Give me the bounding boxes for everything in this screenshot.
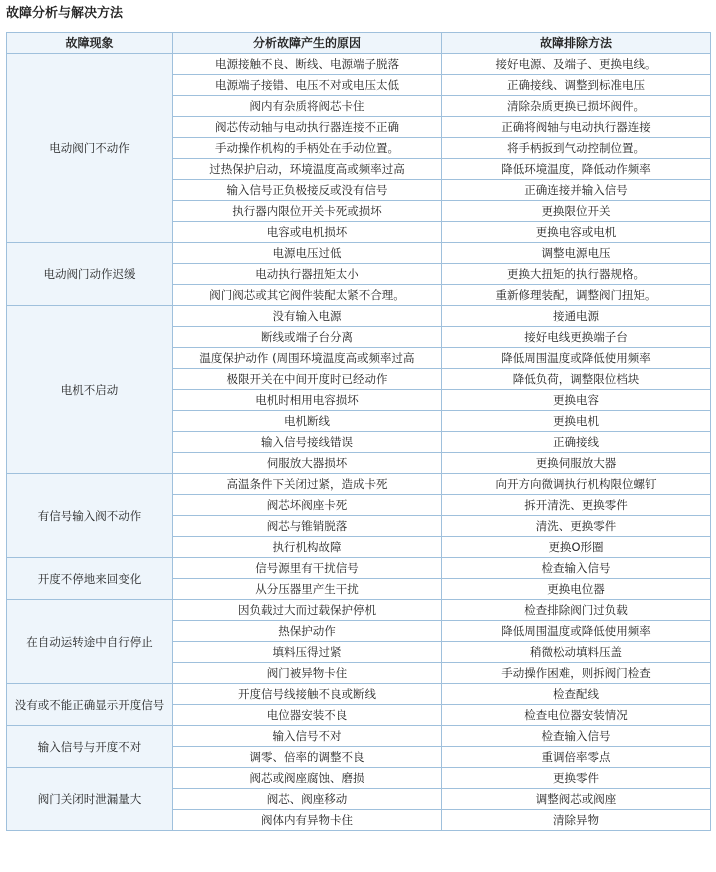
fault-solution-cell: 向开方向微调执行机构限位螺钉 <box>442 474 711 495</box>
header-phenomenon: 故障现象 <box>7 33 173 54</box>
fault-cause-cell: 输入信号不对 <box>173 726 442 747</box>
fault-cause-cell: 因负载过大而过载保护停机 <box>173 600 442 621</box>
fault-phenomenon-cell: 电机不启动 <box>7 306 173 474</box>
fault-solution-cell: 手动操作困难，则拆阀门检查 <box>442 663 711 684</box>
fault-solution-cell: 接好电源、及端子、更换电线。 <box>442 54 711 75</box>
fault-solution-cell: 稍微松动填料压盖 <box>442 642 711 663</box>
fault-solution-cell: 更换电容 <box>442 390 711 411</box>
header-cause: 分析故障产生的原因 <box>173 33 442 54</box>
fault-cause-cell: 阀芯与锥销脱落 <box>173 516 442 537</box>
fault-cause-cell: 极限开关在中间开度时已经动作 <box>173 369 442 390</box>
fault-cause-cell: 调零、倍率的调整不良 <box>173 747 442 768</box>
fault-solution-cell: 更换O形圈 <box>442 537 711 558</box>
fault-solution-cell: 正确接线 <box>442 432 711 453</box>
fault-solution-cell: 接好电线更换端子台 <box>442 327 711 348</box>
fault-solution-cell: 更换伺服放大器 <box>442 453 711 474</box>
fault-cause-cell: 信号源里有干扰信号 <box>173 558 442 579</box>
fault-solution-cell: 更换电机 <box>442 411 711 432</box>
fault-solution-cell: 将手柄扳到气动控制位置。 <box>442 138 711 159</box>
fault-cause-cell: 阀内有杂质将阀芯卡住 <box>173 96 442 117</box>
fault-solution-cell: 更换大扭矩的执行器规格。 <box>442 264 711 285</box>
fault-cause-cell: 阀门阀芯或其它阀件装配太紧不合理。 <box>173 285 442 306</box>
fault-solution-cell: 检查输入信号 <box>442 726 711 747</box>
fault-solution-cell: 正确连接并输入信号 <box>442 180 711 201</box>
fault-cause-cell: 电位器安装不良 <box>173 705 442 726</box>
table-row <box>7 306 711 327</box>
fault-solution-cell: 降低环境温度，降低动作频率 <box>442 159 711 180</box>
fault-solution-cell: 检查输入信号 <box>442 558 711 579</box>
fault-cause-cell: 输入信号接线错误 <box>173 432 442 453</box>
fault-solution-cell: 降低负荷，调整限位档块 <box>442 369 711 390</box>
header-row <box>7 33 711 54</box>
table-row <box>7 474 711 495</box>
table-row <box>7 558 711 579</box>
fault-solution-cell: 拆开清洗、更换零件 <box>442 495 711 516</box>
fault-cause-cell: 过热保护启动，环境温度高或频率过高 <box>173 159 442 180</box>
fault-solution-cell: 重新修理装配，调整阀门扭矩。 <box>442 285 711 306</box>
fault-solution-cell: 更换限位开关 <box>442 201 711 222</box>
fault-cause-cell: 阀芯或阀座腐蚀、磨损 <box>173 768 442 789</box>
table-row <box>7 243 711 264</box>
fault-solution-cell: 更换电容或电机 <box>442 222 711 243</box>
fault-cause-cell: 电机时相用电容损坏 <box>173 390 442 411</box>
fault-cause-cell: 阀体内有异物卡住 <box>173 810 442 831</box>
fault-cause-cell: 手动操作机构的手柄处在手动位置。 <box>173 138 442 159</box>
fault-cause-cell: 电机断线 <box>173 411 442 432</box>
fault-cause-cell: 输入信号正负极接反或没有信号 <box>173 180 442 201</box>
fault-cause-cell: 阀门被异物卡住 <box>173 663 442 684</box>
fault-phenomenon-cell: 电动阀门动作迟缓 <box>7 243 173 306</box>
fault-solution-cell: 调整电源电压 <box>442 243 711 264</box>
fault-cause-cell: 开度信号线接触不良或断线 <box>173 684 442 705</box>
fault-solution-cell: 降低周围温度或降低使用频率 <box>442 348 711 369</box>
page-title: 故障分析与解决方法 <box>6 6 124 21</box>
fault-table-body <box>7 54 711 831</box>
fault-cause-cell: 阀芯传动轴与电动执行器连接不正确 <box>173 117 442 138</box>
table-row <box>7 684 711 705</box>
fault-cause-cell: 从分压器里产生干扰 <box>173 579 442 600</box>
fault-solution-cell: 清洗、更换零件 <box>442 516 711 537</box>
fault-cause-cell: 热保护动作 <box>173 621 442 642</box>
fault-solution-cell: 清除异物 <box>442 810 711 831</box>
fault-cause-cell: 没有输入电源 <box>173 306 442 327</box>
fault-cause-cell: 电源接触不良、断线、电源端子脱落 <box>173 54 442 75</box>
fault-phenomenon-cell: 没有或不能正确显示开度信号 <box>7 684 173 726</box>
fault-phenomenon-cell: 开度不停地来回变化 <box>7 558 173 600</box>
fault-cause-cell: 伺服放大器损坏 <box>173 453 442 474</box>
fault-solution-cell: 清除杂质更换已损坏阀件。 <box>442 96 711 117</box>
table-row <box>7 600 711 621</box>
fault-cause-cell: 执行器内限位开关卡死或损坏 <box>173 201 442 222</box>
fault-cause-cell: 电源端子接错、电压不对或电压太低 <box>173 75 442 96</box>
fault-solution-cell: 检查电位器安装情况 <box>442 705 711 726</box>
fault-cause-cell: 电源电压过低 <box>173 243 442 264</box>
fault-phenomenon-cell: 电动阀门不动作 <box>7 54 173 243</box>
fault-solution-cell: 检查排除阀门过负载 <box>442 600 711 621</box>
fault-cause-cell: 温度保护动作 (周围环境温度高或频率过高 <box>173 348 442 369</box>
fault-table <box>6 32 711 831</box>
fault-phenomenon-cell: 有信号输入阀不动作 <box>7 474 173 558</box>
fault-cause-cell: 电容或电机损坏 <box>173 222 442 243</box>
fault-cause-cell: 阀芯坏阀座卡死 <box>173 495 442 516</box>
table-row <box>7 54 711 75</box>
fault-solution-cell: 更换电位器 <box>442 579 711 600</box>
fault-solution-cell: 重调倍率零点 <box>442 747 711 768</box>
fault-solution-cell: 更换零件 <box>442 768 711 789</box>
fault-cause-cell: 电动执行器扭矩太小 <box>173 264 442 285</box>
fault-solution-cell: 正确将阀轴与电动执行器连接 <box>442 117 711 138</box>
fault-solution-cell: 调整阀芯或阀座 <box>442 789 711 810</box>
fault-cause-cell: 阀芯、阀座移动 <box>173 789 442 810</box>
fault-solution-cell: 检查配线 <box>442 684 711 705</box>
fault-solution-cell: 接通电源 <box>442 306 711 327</box>
fault-phenomenon-cell: 在自动运转途中自行停止 <box>7 600 173 684</box>
fault-phenomenon-cell: 输入信号与开度不对 <box>7 726 173 768</box>
fault-cause-cell: 执行机构故障 <box>173 537 442 558</box>
fault-cause-cell: 高温条件下关闭过紧，造成卡死 <box>173 474 442 495</box>
table-row <box>7 768 711 789</box>
fault-phenomenon-cell: 阀门关闭时泄漏量大 <box>7 768 173 831</box>
table-row <box>7 726 711 747</box>
fault-solution-cell: 正确接线、调整到标准电压 <box>442 75 711 96</box>
fault-solution-cell: 降低周围温度或降低使用频率 <box>442 621 711 642</box>
fault-cause-cell: 断线或端子台分离 <box>173 327 442 348</box>
header-solution: 故障排除方法 <box>442 33 711 54</box>
fault-cause-cell: 填料压得过紧 <box>173 642 442 663</box>
